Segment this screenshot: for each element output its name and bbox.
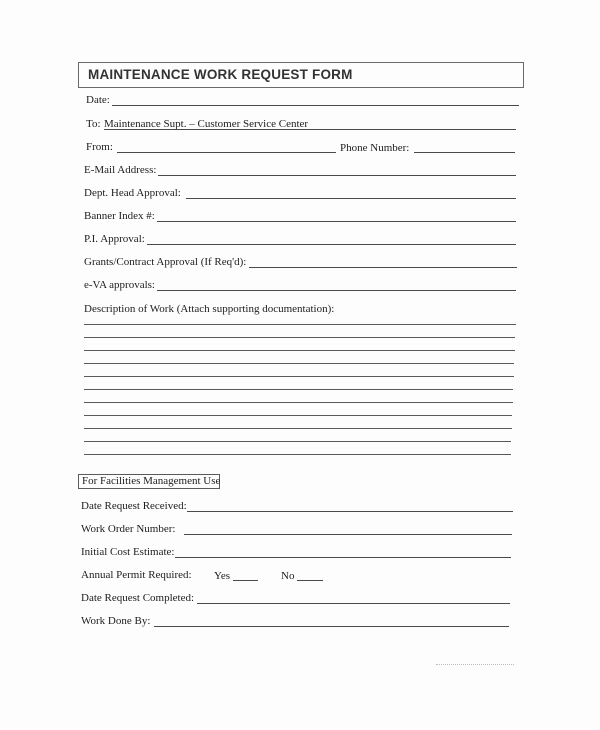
from-field[interactable]	[117, 152, 336, 153]
permit-no-field[interactable]	[297, 580, 323, 581]
description-line[interactable]	[84, 376, 514, 377]
email-label: E-Mail Address:	[84, 164, 157, 176]
facilities-heading: For Facilities Management Use	[82, 475, 221, 487]
form-title: MAINTENANCE WORK REQUEST FORM	[88, 67, 353, 82]
eva-field[interactable]	[157, 290, 516, 291]
date-received-label: Date Request Received:	[81, 500, 187, 512]
description-line[interactable]	[84, 454, 511, 455]
pi-approval-label: P.I. Approval:	[84, 233, 145, 245]
date-label: Date:	[86, 94, 110, 106]
dept-head-label: Dept. Head Approval:	[84, 187, 181, 199]
description-line[interactable]	[84, 402, 513, 403]
description-line[interactable]	[84, 363, 514, 364]
work-done-by-label: Work Done By:	[81, 615, 151, 627]
date-completed-label: Date Request Completed:	[81, 592, 195, 604]
eva-label: e-VA approvals:	[84, 279, 155, 291]
description-line[interactable]	[84, 337, 515, 338]
banner-index-field[interactable]	[157, 221, 516, 222]
description-line[interactable]	[84, 324, 516, 325]
facilities-heading-box	[78, 474, 220, 489]
to-label: To:	[86, 118, 101, 130]
dept-head-field[interactable]	[186, 198, 516, 199]
permit-yes-label: Yes	[214, 570, 231, 582]
description-line[interactable]	[84, 441, 511, 442]
from-label: From:	[86, 141, 113, 153]
description-line[interactable]	[84, 415, 512, 416]
pi-approval-field[interactable]	[147, 244, 516, 245]
date-field[interactable]	[112, 105, 519, 106]
description-line[interactable]	[84, 389, 513, 390]
cost-estimate-field[interactable]	[175, 557, 511, 558]
footer-mark	[436, 661, 514, 665]
permit-label: Annual Permit Required:	[81, 569, 192, 581]
to-field[interactable]	[104, 129, 516, 130]
phone-field[interactable]	[414, 152, 515, 153]
grants-label: Grants/Contract Approval (If Req'd):	[84, 256, 247, 268]
cost-estimate-label: Initial Cost Estimate:	[81, 546, 175, 558]
banner-index-label: Banner Index #:	[84, 210, 155, 222]
date-completed-field[interactable]	[197, 603, 510, 604]
work-done-by-field[interactable]	[154, 626, 509, 627]
description-label: Description of Work (Attach supporting documentation):	[84, 303, 335, 315]
date-received-field[interactable]	[187, 511, 513, 512]
description-line[interactable]	[84, 428, 512, 429]
phone-label: Phone Number:	[340, 142, 410, 154]
form-title-box	[78, 62, 524, 88]
grants-field[interactable]	[249, 267, 517, 268]
email-field[interactable]	[158, 175, 516, 176]
permit-yes-field[interactable]	[233, 580, 258, 581]
work-order-field[interactable]	[184, 534, 512, 535]
work-order-label: Work Order Number:	[81, 523, 176, 535]
description-line[interactable]	[84, 350, 515, 351]
to-value: Maintenance Supt. – Customer Service Center	[104, 118, 309, 130]
permit-no-label: No	[281, 570, 295, 582]
